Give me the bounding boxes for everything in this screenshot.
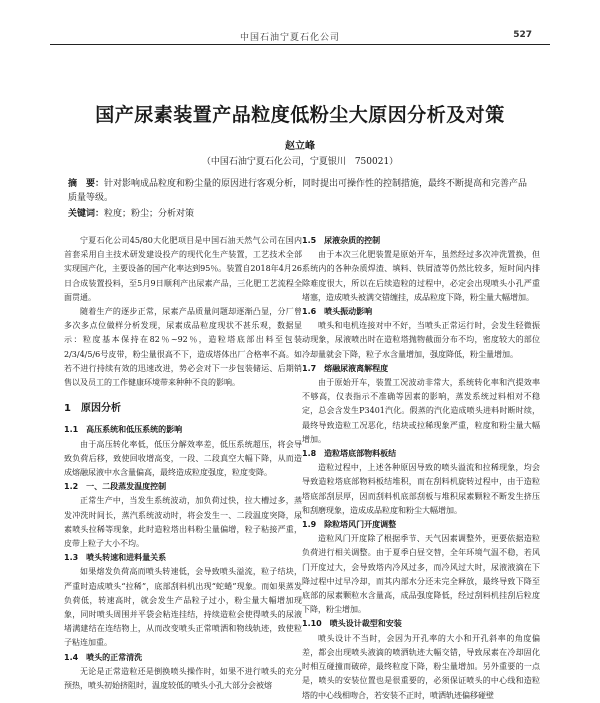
subsection-heading: 1.1 高压系统和低压系统的影响	[64, 425, 183, 435]
article-title: 国产尿素装置产品粒度低粉尘大原因分析及对策	[95, 104, 505, 126]
body-paragraph: 由于本次三化肥装置是原始开车，虽然经过多次冲洗置换，但系统内的各种杂质焊渣、填料、铁屑渣等仍然比较多，短时间内排除难度很大，所以在后续造粒的过程中，必定会出现喷头小孔严重堵塞，造成喷头被满交错缠挂，成品粒度下降，粉尘量大幅增加。	[302, 250, 540, 302]
intro-paragraph: 宁夏石化公司45/80大化肥项目是中国石油天然气公司在国内首套采用自主技术研发建设投产的现代化生产装置，工艺技术全部实现国产化，主要设备的国产化率达到95％。装置自2018年4月26日合成装置投料，至5月9日顺利产出尿素产品，三化肥工艺流程全面贯通。	[64, 236, 302, 302]
intro-paragraph: 随着生产的逐步正常，尿素产品质量问题却逐渐凸显，分厂曾多次多点位做样分析发现，尿素成品粒度现状不甚乐观，数据显示：粒度基本保持在82％~92％，造粒塔底部出料至包装2/3/4/5/6号皮带，粉尘量很高不下，造成塔体出厂合格率不高。如若不进行持续有效的迅速改进，势必会对下一步包装储运、后期销售以及员工的工作健康环境带来种种不良的影响。	[64, 307, 302, 388]
subsection-heading: 1.10 喷头设计裁型和安装	[302, 619, 402, 629]
subsection-heading: 1.8 造粒塔底部物料板结	[302, 449, 397, 459]
left-column	[64, 234, 302, 693]
abstract-text: 针对影响成品粒度和粉尘量的原因进行客观分析，同时提出可操作性的控制措施，最终不断提高和完善产品质量等级。	[68, 179, 528, 203]
subsection-heading: 1.7 熔融尿液离解程度	[302, 363, 389, 373]
keywords-text: 粒度；粉尘；分析对策	[104, 209, 195, 219]
abstract	[68, 177, 536, 205]
abstract-label: 摘 要：	[68, 179, 105, 189]
body-paragraph: 由于高压转化率低，低压分解效率差，低压系统超压，将会导致负荷后移，致使回收增高变，一段、二段真空大幅下降，从而造成熔融尿液中水含量偏高，最终造成粒度强度，粒度变降。	[64, 439, 302, 478]
subsection-heading: 1.4 喷头的正常清洗	[64, 652, 143, 662]
right-column	[302, 234, 540, 703]
page-number: 527	[513, 30, 532, 40]
keywords-label: 关键词：	[68, 209, 105, 219]
journal-name: 中国石油宁夏石化公司	[240, 33, 341, 43]
header-rule	[50, 44, 550, 45]
page-header	[50, 28, 550, 42]
keywords	[68, 207, 536, 221]
section-heading: 1 原因分析	[64, 403, 121, 415]
body-paragraph: 无论是正常造粒还是倒换喷头操作时，如果不进行喷头的充分预热，喷头初始挤阻时，温度较低的喷头小孔大部分会被熔	[64, 666, 302, 691]
subsection-heading: 1.6 喷头振动影响	[302, 307, 373, 317]
subsection-heading: 1.3 喷头转速和进料量关系	[64, 553, 167, 563]
body-paragraph: 如果熔发负荷高而喷头转速低，会导致喷头溢流，粒子结块，严重时造成喷头“拉稀”，底部刮料机出现“蛇蜷”现象。而如果蒸发负荷低，转速高时，就会发生产品粒子过小，粉尘量大幅增加现象，同时喷头周围并平袋会粘连挂结，持续造粒会使得喷头的尿液堵满建结在连结物上，从而改变喷头正常喷洒和物线轨迹，致使粒子粘连加重。	[64, 567, 302, 648]
affiliation: （中国石油宁夏石化公司，宁夏银川 750021）	[201, 157, 399, 167]
body-paragraph: 喷头和电机连接对中不好，当喷头正常运行时，会发生轻微振动现象，尿液喷出时在造粒塔抛物截面分布不均，密度较大的部位冷却量就会下降，粒子水含量增加，强度降低，粉尘量增加。	[302, 321, 540, 359]
subsection-heading: 1.2 一、二段蒸发温度控制	[64, 482, 167, 492]
body-paragraph: 造粒风门开度除了根据季节、天气因素调整外，更要依据造粒负荷进行相关调整。由于夏季白昼交替，全年环境气温不稳，若风门开度过大，会导致塔内冷风过多，而冷风过大时，尿液液滴在下降过程中过早冷却，而其内部水分还未完全释放，最终导致下降至底部的尿素颗粒水含量高，成品强度降低，经过刮料机挂刮后粒度下降，粉尘增加。	[302, 534, 540, 615]
subsection-heading: 1.9 除粒塔风门开度调整	[302, 520, 397, 530]
body-paragraph: 正常生产中，当发生系统波动，加负荷过快，拉大槽过多，蒸发冲洗时间长，蒸汽系统波动时，将会发生一、二段温度突降，尿素喷头拉稀等现象，此时造粒塔出料粉尘量偏增，粒子粘接严重，皮带上粒子大小不均。	[64, 496, 302, 549]
subsection-heading: 1.5 尿液杂质的控制	[302, 236, 381, 245]
body-paragraph: 由于原始开车，装置工况波动非常大，系统转化率和汽提效率不够高，仪表指示不准确等因素的影响，蒸发系统过料相对不稳定，总会含发生P3401汽化。假蒸的汽化造成喷头进料时断时续，最终导致造粒工况恶化，结块或拉稀现象严重，粒度和粉尘量大幅增加。	[302, 378, 540, 444]
author: 赵立峰	[285, 141, 315, 152]
body-paragraph: 喷头设计不当时，会因为开孔率的大小和开孔斜率的角度偏差，都会出现喷头液滴的喷洒轨迹大幅交错，导致尿素在冷却固化时相互碰撞而破碎，最终粒度下降，粉尘量增加。另外重要的一点是，喷头的安装位置也是很重要的，必须保证喷头的中心线和造粒塔的中心线相吻合，若安装不正时，喷洒轨迹偏移碰壁	[302, 633, 540, 700]
body-paragraph: 造粒过程中，上述各种原因导致的喷头溢流和拉稀现象，均会导致造粒塔底部物料板结堆积，而在刮料机旋转过程中，由于造粒塔底部刮层厚，因而刮料机底部刮板与堆积尿素颗粒不断发生挤压和刮磨现象，造成成品粒度和粉尘大幅增加。	[302, 463, 540, 515]
